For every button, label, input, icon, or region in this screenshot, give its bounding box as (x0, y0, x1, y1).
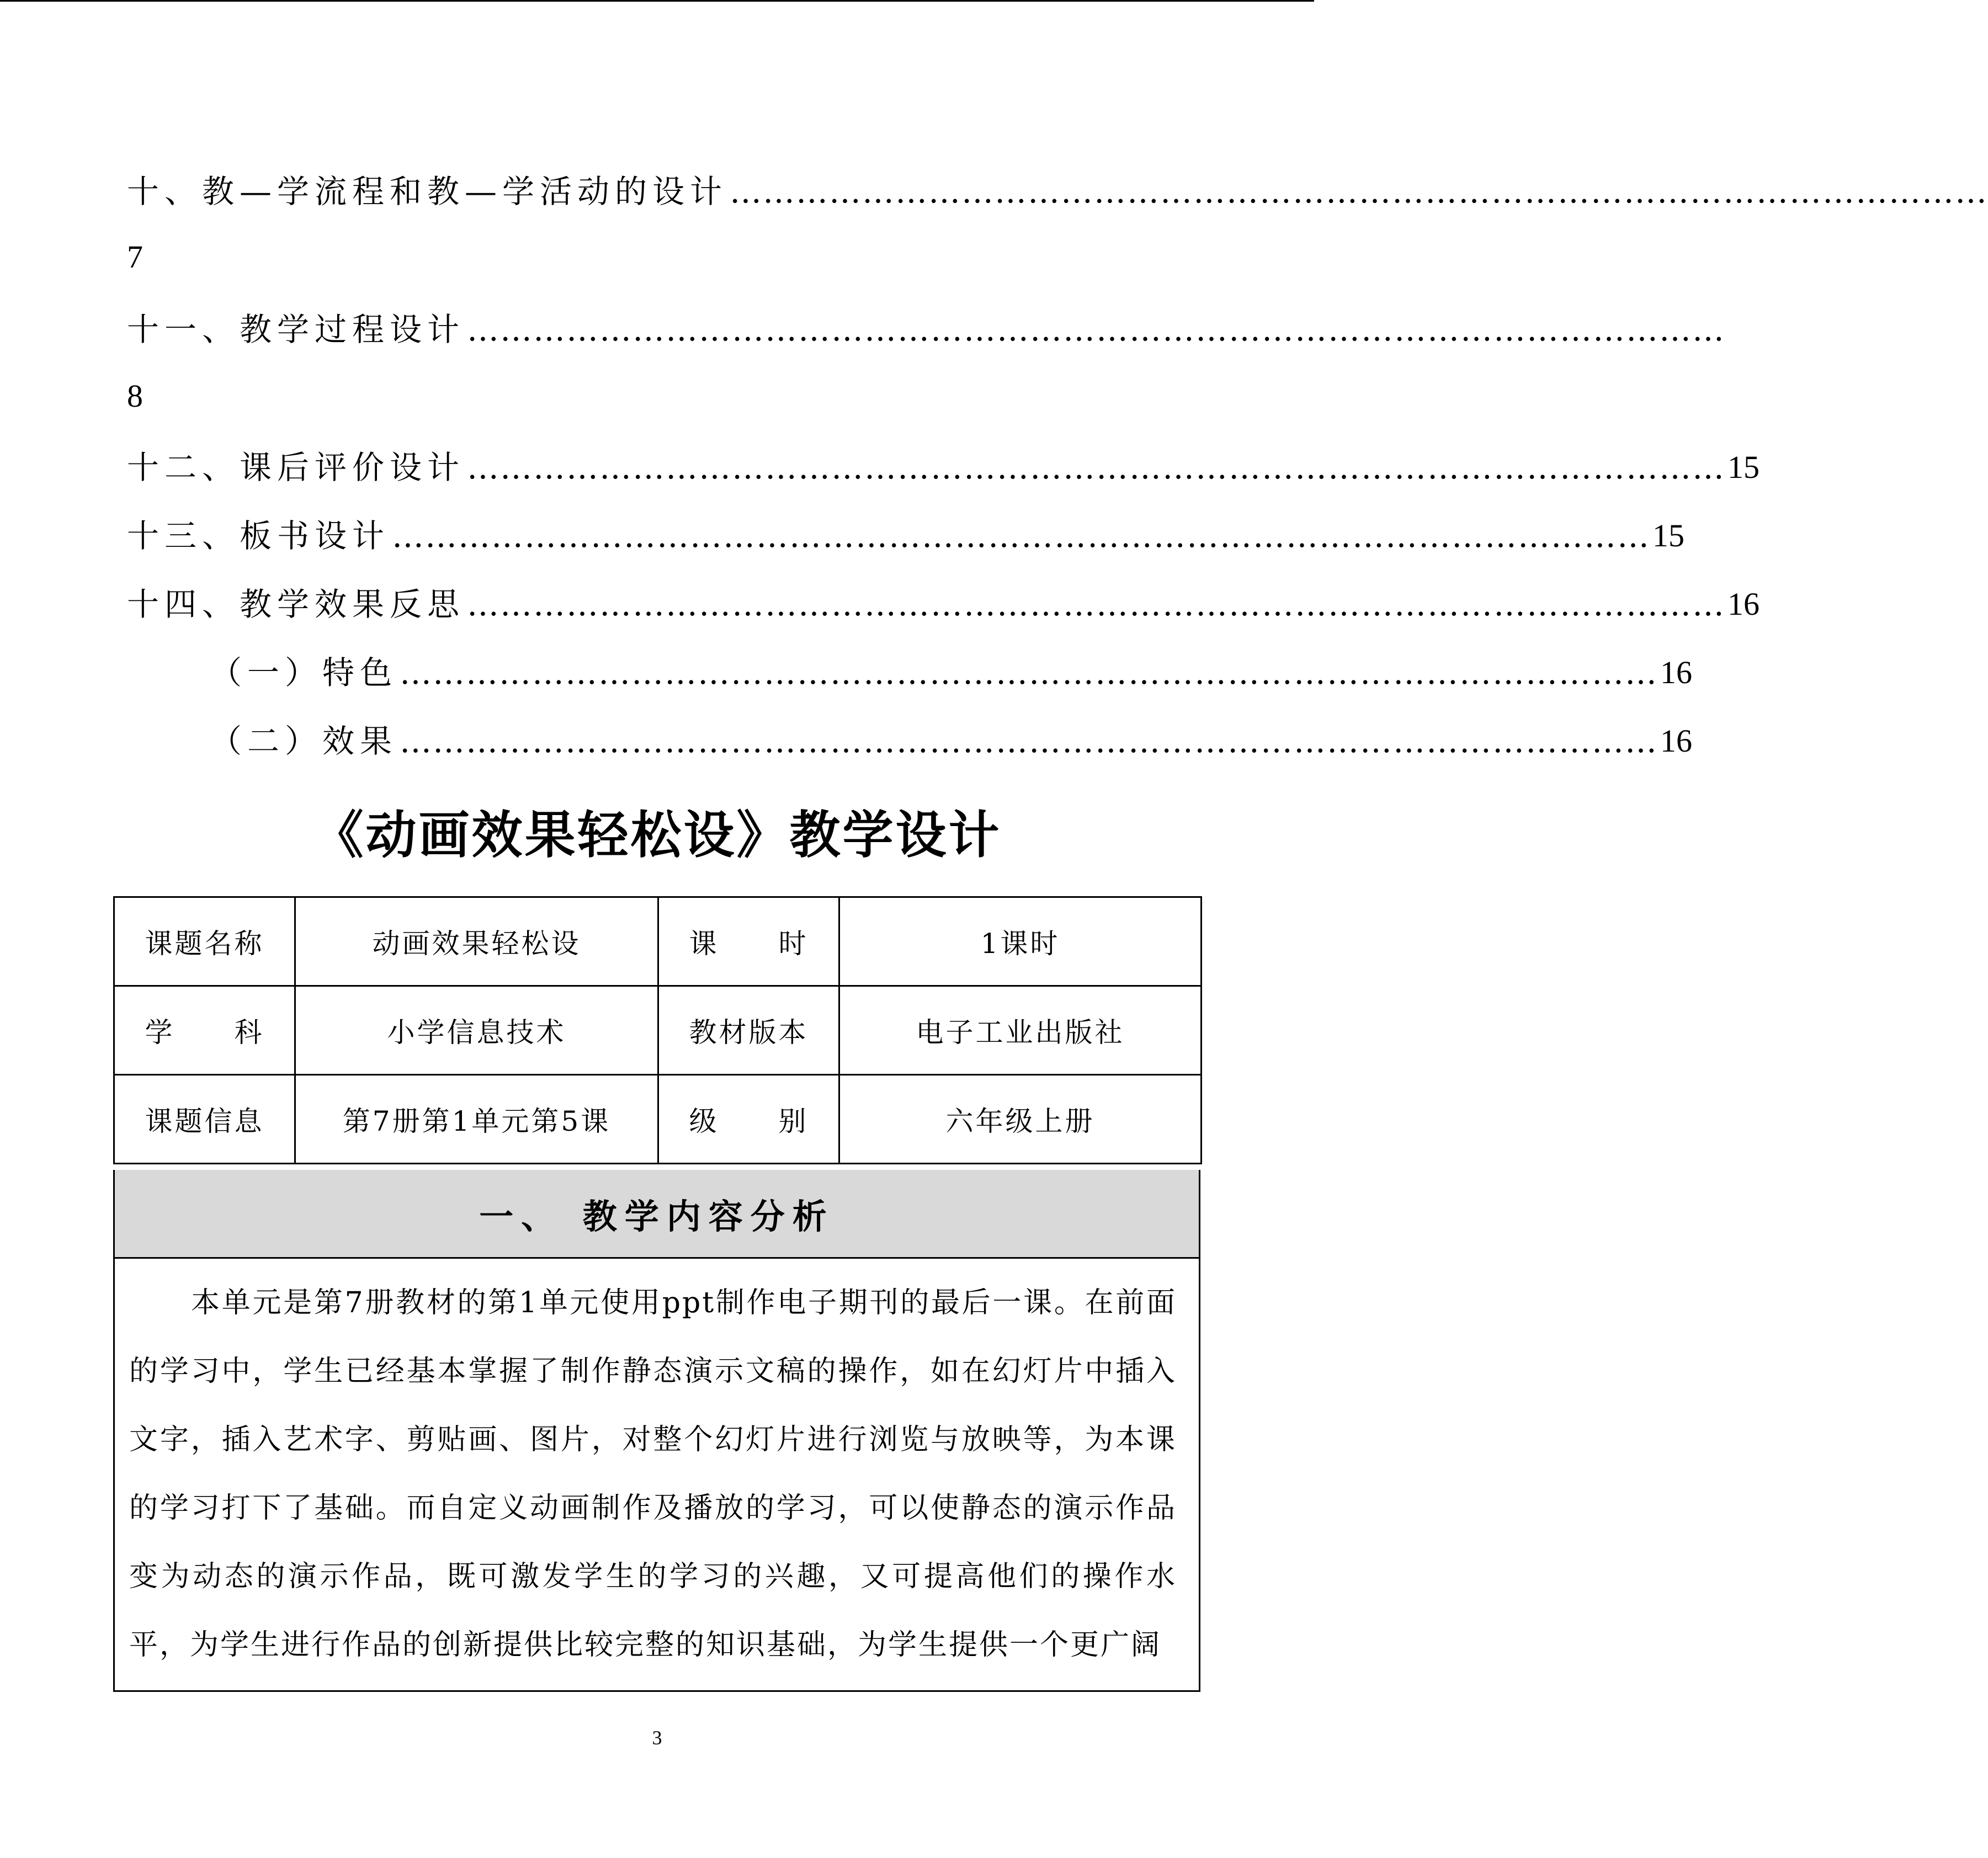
section-heading: 一、 教学内容分析 (113, 1170, 1200, 1259)
page-top-border (0, 0, 1314, 2)
toc-leader-dots: …………………………………………………………………………………………………… (392, 517, 1651, 555)
toc-entry[interactable] (127, 511, 1685, 561)
table-cell-label: 课题信息 (114, 1075, 295, 1164)
table-cell-label: 课题名称 (114, 897, 295, 986)
section-content-box (113, 1259, 1200, 1692)
table-cell-value: 动画效果轻松设 (295, 897, 658, 986)
toc-entry[interactable] (127, 648, 1693, 698)
table-cell-value: 六年级上册 (839, 1075, 1202, 1164)
toc-leader-dots: …………………………………………………………………………………………………… (467, 585, 1726, 623)
toc-entry-page: 15 (1652, 518, 1685, 553)
table-cell-value: 小学信息技术 (295, 986, 658, 1075)
table-cell-value: 第7册第1单元第5课 (295, 1075, 658, 1164)
document-title: 《动画效果轻松设》教学设计 (312, 806, 1002, 865)
toc-entry-label: 十四、教学效果反思 (127, 585, 465, 623)
table-row (114, 1075, 1202, 1164)
toc-entry[interactable] (127, 443, 1760, 492)
toc-entry-page: 7 (127, 239, 143, 275)
toc-leader-dots: …………………………………………………………………………………………………… (467, 311, 1726, 348)
toc-entry-label: 十二、课后评价设计 (127, 449, 465, 486)
toc-leader-dots: …………………………………………………………………………………………………… (467, 449, 1726, 486)
toc-entry-page: 16 (1660, 723, 1693, 759)
toc-entry-page: 16 (1727, 586, 1760, 622)
table-cell-value: 电子工业出版社 (839, 986, 1202, 1075)
section-body-paragraph: 本单元是第7册教材的第1单元使用ppt制作电子期刊的最后一课。在前面的学习中，学生已经基本掌握了制作静态演示文稿的操作，如在幻灯片中插入文字，插入艺术字、剪贴画、图片，对整个幻灯片进行浏览与放映等，为本课的学习打下了基础。而自定义动画制作及播放的学习，可以使静态的演示作品变为动态的演示作品，既可激发学生的学习的兴趣，又可提高他们的操作水平，为学生进行作品的创新提供比较完整的知识基础，为学生提供一个更广阔 (129, 1286, 1177, 1662)
toc-entry-label: 十、教—学流程和教—学活动的设计 (127, 173, 728, 210)
toc-entry-label: （一）特色 (210, 654, 398, 691)
toc-entry-label: （二）效果 (210, 722, 398, 760)
toc-leader-dots: …………………………………………………………………………………………………… (730, 173, 1988, 210)
toc-entry-page: 15 (1727, 449, 1760, 485)
toc-entry[interactable] (127, 305, 1726, 354)
toc-entry[interactable] (127, 579, 1760, 629)
table-cell-label: 学 科 (114, 986, 295, 1075)
page-number: 3 (652, 1727, 662, 1749)
table-row (114, 986, 1202, 1075)
toc-leader-dots: …………………………………………………………………………………………………… (400, 654, 1659, 691)
table-cell-label: 教材版本 (658, 986, 839, 1075)
toc-entry-page: 8 (127, 378, 143, 414)
table-cell-label: 课 时 (658, 897, 839, 986)
table-row (114, 897, 1202, 986)
table-cell-value: 1课时 (839, 897, 1202, 986)
toc-entry[interactable] (127, 167, 1988, 216)
toc-entry-label: 十三、板书设计 (127, 517, 390, 555)
toc-entry-page: 16 (1660, 654, 1693, 690)
table-cell-label: 级 别 (658, 1075, 839, 1164)
toc-leader-dots: …………………………………………………………………………………………………… (400, 722, 1659, 760)
toc-entry-label: 十一、教学过程设计 (127, 311, 465, 348)
course-info-table (113, 896, 1202, 1164)
toc-entry[interactable] (127, 716, 1693, 766)
